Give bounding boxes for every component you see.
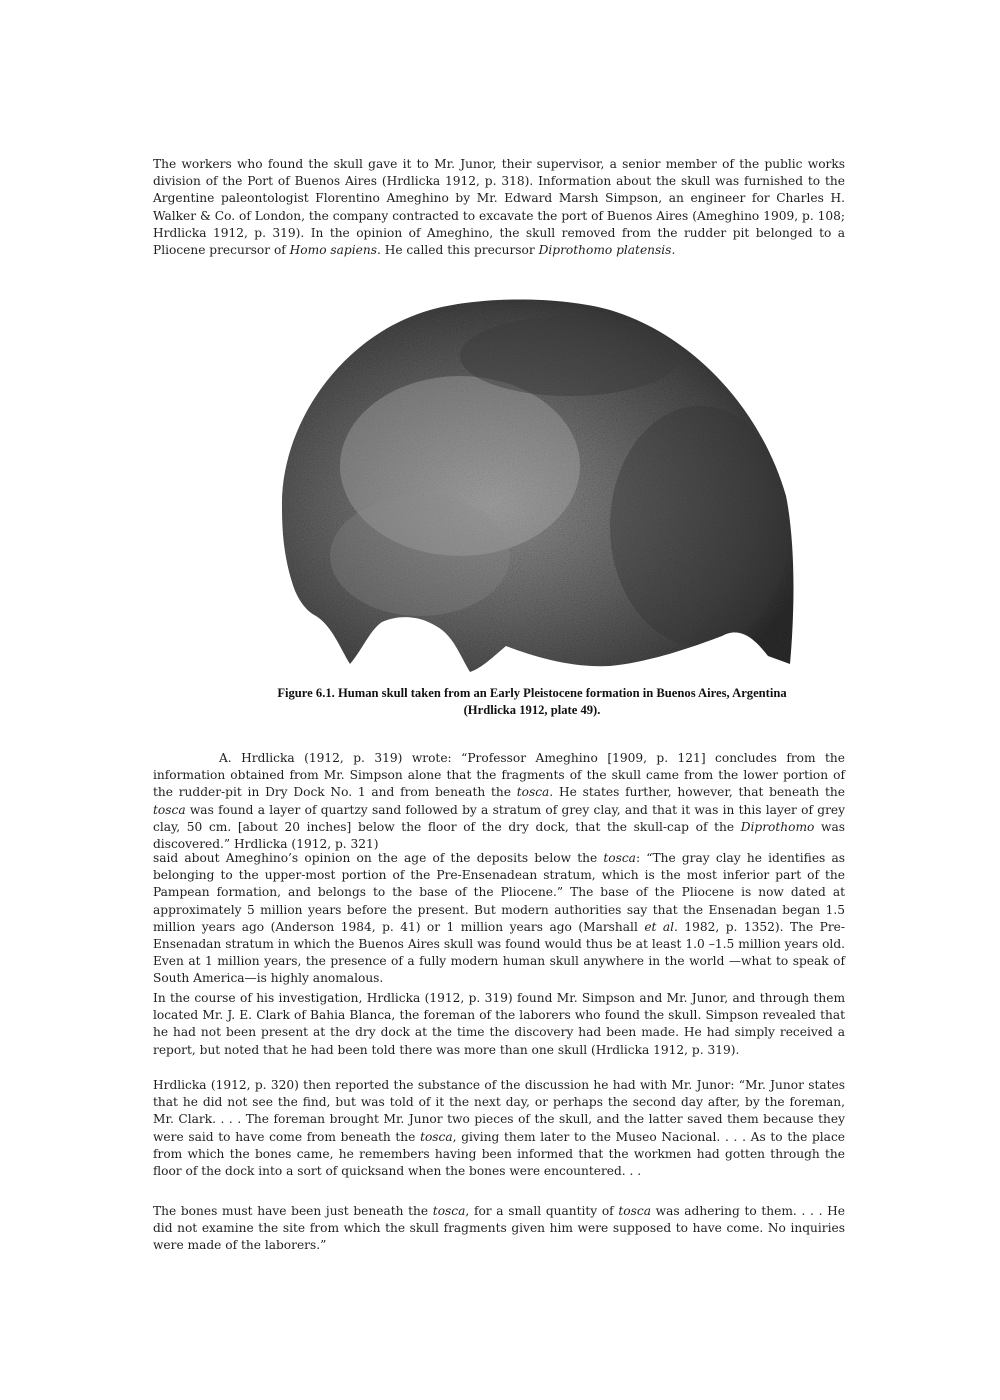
- paragraph-investigation: [153, 990, 845, 1059]
- italic-text: Diprothomo: [740, 819, 815, 834]
- paragraph-hrdlicka-quote: [153, 750, 845, 853]
- italic-text: Homo sapiens: [289, 243, 377, 258]
- paragraph-intro: [153, 156, 845, 259]
- text-run: , giving them later to the Museo Nacional. . . . As to the place from which the bones came, he remembers having been informed that the workmen had gotten through the floor of the dock into a sort of quicksand when the bones were encountered. . .: [153, 1129, 845, 1179]
- italic-text: tosca: [603, 851, 636, 865]
- italic-text: tosca: [153, 802, 186, 817]
- text-run: The workers who found the skull gave it to Mr. Junor, their supervisor, a senior member of the public works division of the Port of Buenos Aires (Hrdlicka 1912, p. 318). Information about the skull was furnished to the Argentine paleontologist Florentino Ameghino by Mr. Edward Marsh Simpson, an engineer for Charles H. Walker & Co. of London, the company contracted to excavate the port of Buenos Aires (Ameghino 1909, p. 108; Hrdlicka 1912, p. 319). In the opinion of Ameghino, the skull removed from the rudder pit belonged to a Pliocene precursor of: [153, 157, 845, 258]
- italic-text: Diprothomo platensis: [538, 243, 672, 258]
- text-run: Hrdlicka (1912, p. 320) then reported the substance of the discussion he had with Mr. Junor: “Mr. Junor states that he did not see the find, but was told of it the next day, or perhaps the second day after, by the foreman, Mr. Clark. . . . The foreman brought Mr. Junor two pieces of the skull, and the latter saved them because they were said to have come from beneath the: [153, 1078, 845, 1144]
- text-run: was discovered.” Hrdlicka (1912, p. 321): [153, 819, 845, 852]
- italic-text: tosca: [420, 1129, 453, 1144]
- skull-photograph: [270, 296, 800, 674]
- text-run: : “The gray clay he identifies as belonging to the upper-most portion of the Pre-Ensenadean stratum, which is the most inferior part of the Pampean formation, and belongs to the base of the Pliocene.” The base of the Pliocene is now dated at approximately 5 million years before the present. But modern authorities say that the Ensenadan began 1.5 million years ago (Anderson 1984, p. 41) or 1 million years ago (Marshall: [153, 851, 845, 934]
- text-run: , for a small quantity of: [465, 1204, 619, 1218]
- text-run: was found a layer of quartzy sand followed by a stratum of grey clay, and that it was in this layer of grey clay, 50 cm. [about 20 inches] below the floor of the dry dock, that the skull-cap of the: [153, 802, 845, 834]
- paragraph-junor-discussion: [153, 1077, 845, 1180]
- figure-caption-line-2: (Hrdlicka 1912, plate 49).: [463, 702, 601, 717]
- text-run: A. Hrdlicka (1912, p. 319) wrote: “Professor Ameghino [1909, p. 121] concludes from the information obtained from Mr. Simpson alone that the fragments of the skull came from the lower portion of the rudder-pit in Dry Dock No. 1 and from beneath the: [153, 751, 845, 800]
- paragraph-bones-tosca: [153, 1203, 845, 1255]
- text-run: was adhering to them. . . . He did not examine the site from which the skull fragments given him were supposed to have come. No inquiries were made of the laborers.”: [153, 1204, 845, 1253]
- text-run: .: [671, 243, 676, 258]
- paragraph-ameghino-opinion: [153, 850, 845, 988]
- text-run: The bones must have been just beneath the: [153, 1204, 433, 1218]
- text-run: In the course of his investigation, Hrdlicka (1912, p. 319) found Mr. Simpson and Mr. Junor, and through them located Mr. J. E. Clark of Bahia Blanca, the foreman of the laborers who found the skull. Simpson revealed that he had not been present at the dry dock at the time the discovery had been made. He had simply received a report, but noted that he had been told there was more than one skull (Hrdlicka 1912, p. 319).: [153, 991, 845, 1057]
- italic-text: tosca: [618, 1204, 651, 1218]
- figure-caption-line-1: Figure 6.1. Human skull taken from an Early Pleistocene formation in Buenos Aires, Argentina: [277, 686, 787, 700]
- text-run: said about Ameghino’s opinion on the age of the deposits below the: [153, 851, 604, 865]
- text-run: . He called this precursor: [376, 243, 539, 258]
- italic-text: et al.: [644, 919, 678, 934]
- figure-caption: [248, 685, 816, 718]
- italic-text: tosca: [516, 785, 550, 800]
- italic-text: tosca: [432, 1204, 466, 1218]
- text-run: . He states further, however, that beneath the: [549, 785, 845, 800]
- text-run: 1982, p. 1352). The Pre-Ensenadan stratum in which the Buenos Aires skull was found would thus be at least 1.0 –1.5 million years old. Even at 1 million years, the presence of a fully modern human skull anywhere in the world —what to speak of South America—is highly anomalous.: [153, 919, 846, 986]
